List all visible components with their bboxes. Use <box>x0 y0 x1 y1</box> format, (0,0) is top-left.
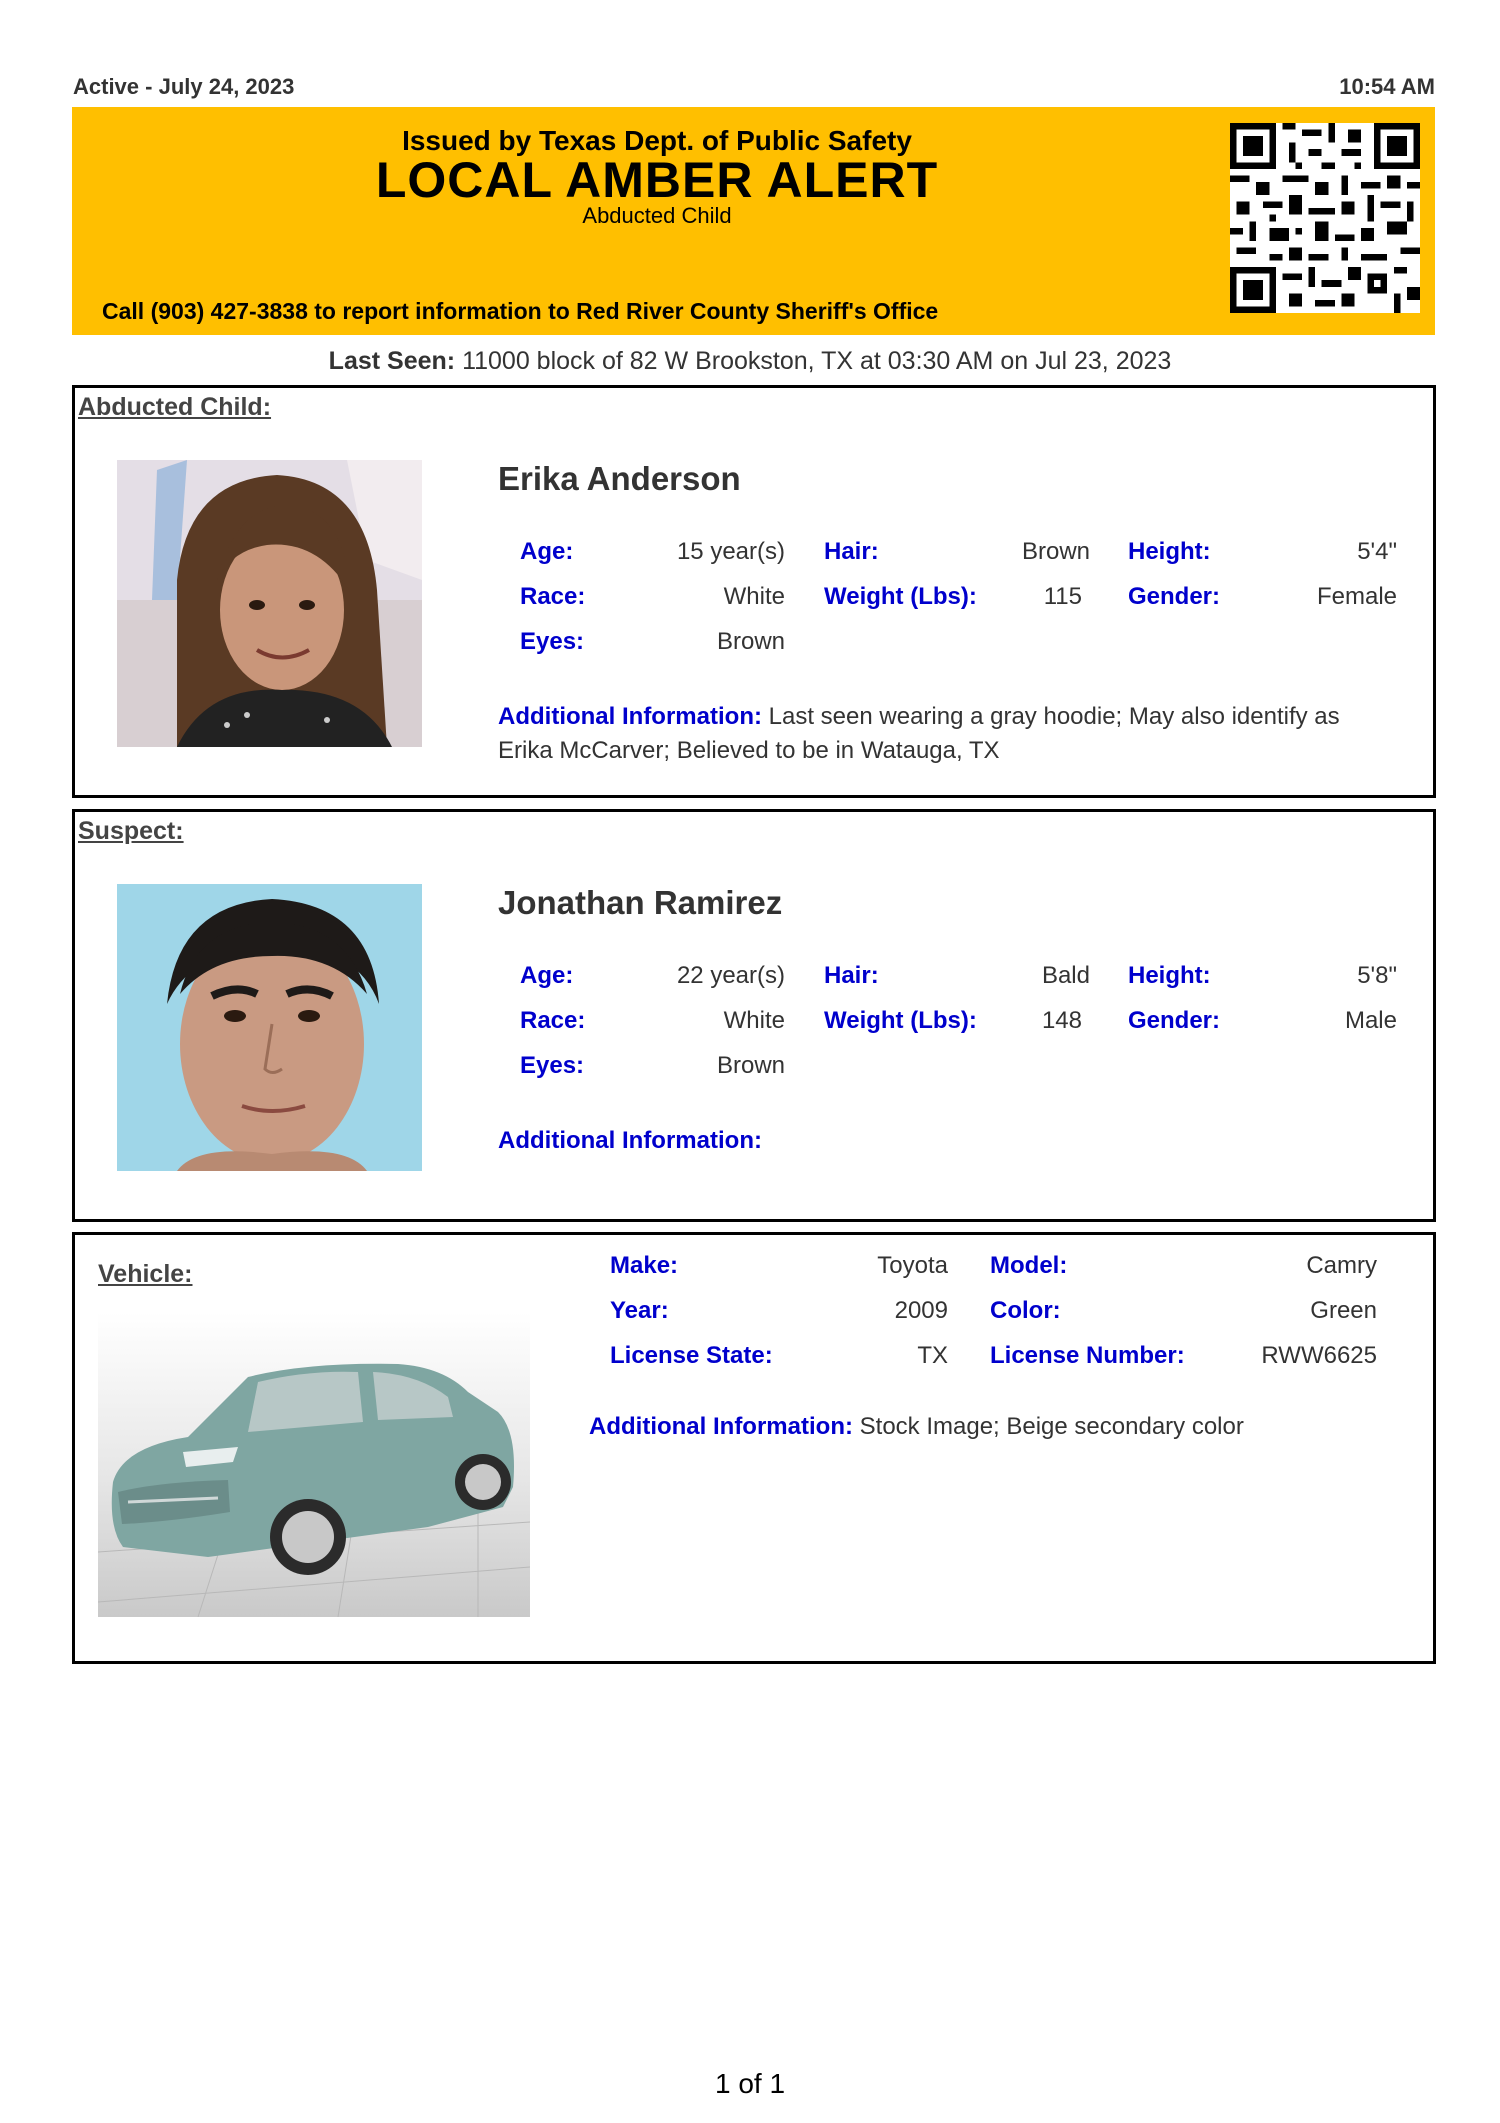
suspect-weight: 148 <box>1041 1007 1082 1034</box>
vehicle-addl-label: Additional Information: <box>589 1413 853 1440</box>
suspect-hair-label: Hair: <box>824 962 879 989</box>
last-seen-value: 11000 block of 82 W Brookston, TX at 03:30 AM on Jul 23, 2023 <box>462 347 1172 375</box>
vehicle-additional-info <box>589 1410 1409 1444</box>
suspect-height: 5'8" <box>1357 962 1397 989</box>
vehicle-color: Green <box>1310 1297 1377 1324</box>
suspect-name: Jonathan Ramirez <box>498 884 783 921</box>
alert-time: 10:54 AM <box>1339 74 1435 99</box>
child-additional-info <box>498 700 1398 768</box>
vehicle-addl-text: Stock Image; Beige secondary color <box>859 1413 1244 1440</box>
vehicle-make-label: Make: <box>610 1252 679 1279</box>
suspect-age-label: Age: <box>520 962 574 989</box>
child-hair: Brown <box>1021 538 1090 565</box>
child-gender: Female <box>1316 583 1397 610</box>
qr-code-icon[interactable] <box>1230 123 1420 313</box>
suspect-section-label: Suspect: <box>78 817 184 845</box>
last-seen <box>0 347 1500 376</box>
vehicle-section <box>72 1232 1436 1664</box>
issued-by: Issued by Texas Dept. of Public Safety <box>402 125 912 156</box>
suspect-age: 22 year(s) <box>676 962 785 989</box>
vehicle-color-label: Color: <box>990 1297 1061 1324</box>
child-addl-label: Additional Information: <box>498 703 762 730</box>
alert-title: LOCAL AMBER ALERT <box>375 152 939 208</box>
child-name: Erika Anderson <box>498 460 741 497</box>
child-age-label: Age: <box>520 538 574 565</box>
child-height: 5'4" <box>1357 538 1397 565</box>
child-weight: 115 <box>1043 583 1082 610</box>
report-call-text: Call (903) 427-3838 to report information to Red River County Sheriff's Office <box>102 298 939 324</box>
vehicle-model-label: Model: <box>990 1252 1068 1279</box>
vehicle-make: Toyota <box>877 1252 948 1279</box>
vehicle-model: Camry <box>1306 1252 1377 1279</box>
suspect-photo <box>117 884 422 1171</box>
vehicle-plate: RWW6625 <box>1261 1342 1377 1369</box>
vehicle-state-label: License State: <box>610 1342 773 1369</box>
suspect-hair: Bald <box>1041 962 1090 989</box>
vehicle-year-label: Year: <box>610 1297 669 1324</box>
suspect-additional-info <box>498 1124 1398 1158</box>
suspect-eyes-label: Eyes: <box>520 1052 585 1079</box>
suspect-eyes: Brown <box>716 1052 785 1079</box>
child-addl-text: Last seen wearing a gray hoodie; May also identify as Erika McCarver; Believed to be in Watauga, TX <box>498 703 1340 764</box>
suspect-race-label: Race: <box>520 1007 586 1034</box>
alert-banner <box>72 107 1435 335</box>
child-height-label: Height: <box>1128 538 1211 565</box>
child-eyes: Brown <box>716 628 785 655</box>
child-photo <box>117 460 422 747</box>
suspect-race: White <box>723 1007 785 1034</box>
suspect-weight-label: Weight (Lbs): <box>824 1007 977 1034</box>
suspect-height-label: Height: <box>1128 962 1211 989</box>
page-number: 1 of 1 <box>714 2068 786 2099</box>
child-age: 15 year(s) <box>676 538 785 565</box>
vehicle-plate-label: License Number: <box>990 1342 1185 1369</box>
child-race-label: Race: <box>520 583 586 610</box>
suspect-section <box>72 809 1436 1222</box>
child-section-label: Abducted Child: <box>78 393 272 421</box>
alert-subtitle: Abducted Child <box>582 203 732 228</box>
vehicle-year: 2009 <box>894 1297 948 1324</box>
vehicle-photo <box>98 1312 530 1617</box>
vehicle-state: TX <box>917 1342 948 1369</box>
vehicle-section-label: Vehicle: <box>98 1260 193 1288</box>
last-seen-label: Last Seen: <box>328 347 456 375</box>
child-race: White <box>723 583 785 610</box>
alert-status: Active - July 24, 2023 <box>73 74 295 99</box>
suspect-addl-label: Additional Information: <box>498 1127 762 1154</box>
child-weight-label: Weight (Lbs): <box>824 583 977 610</box>
child-hair-label: Hair: <box>824 538 879 565</box>
child-section <box>72 385 1436 798</box>
suspect-gender: Male <box>1344 1007 1397 1034</box>
suspect-gender-label: Gender: <box>1128 1007 1221 1034</box>
child-gender-label: Gender: <box>1128 583 1221 610</box>
child-eyes-label: Eyes: <box>520 628 585 655</box>
